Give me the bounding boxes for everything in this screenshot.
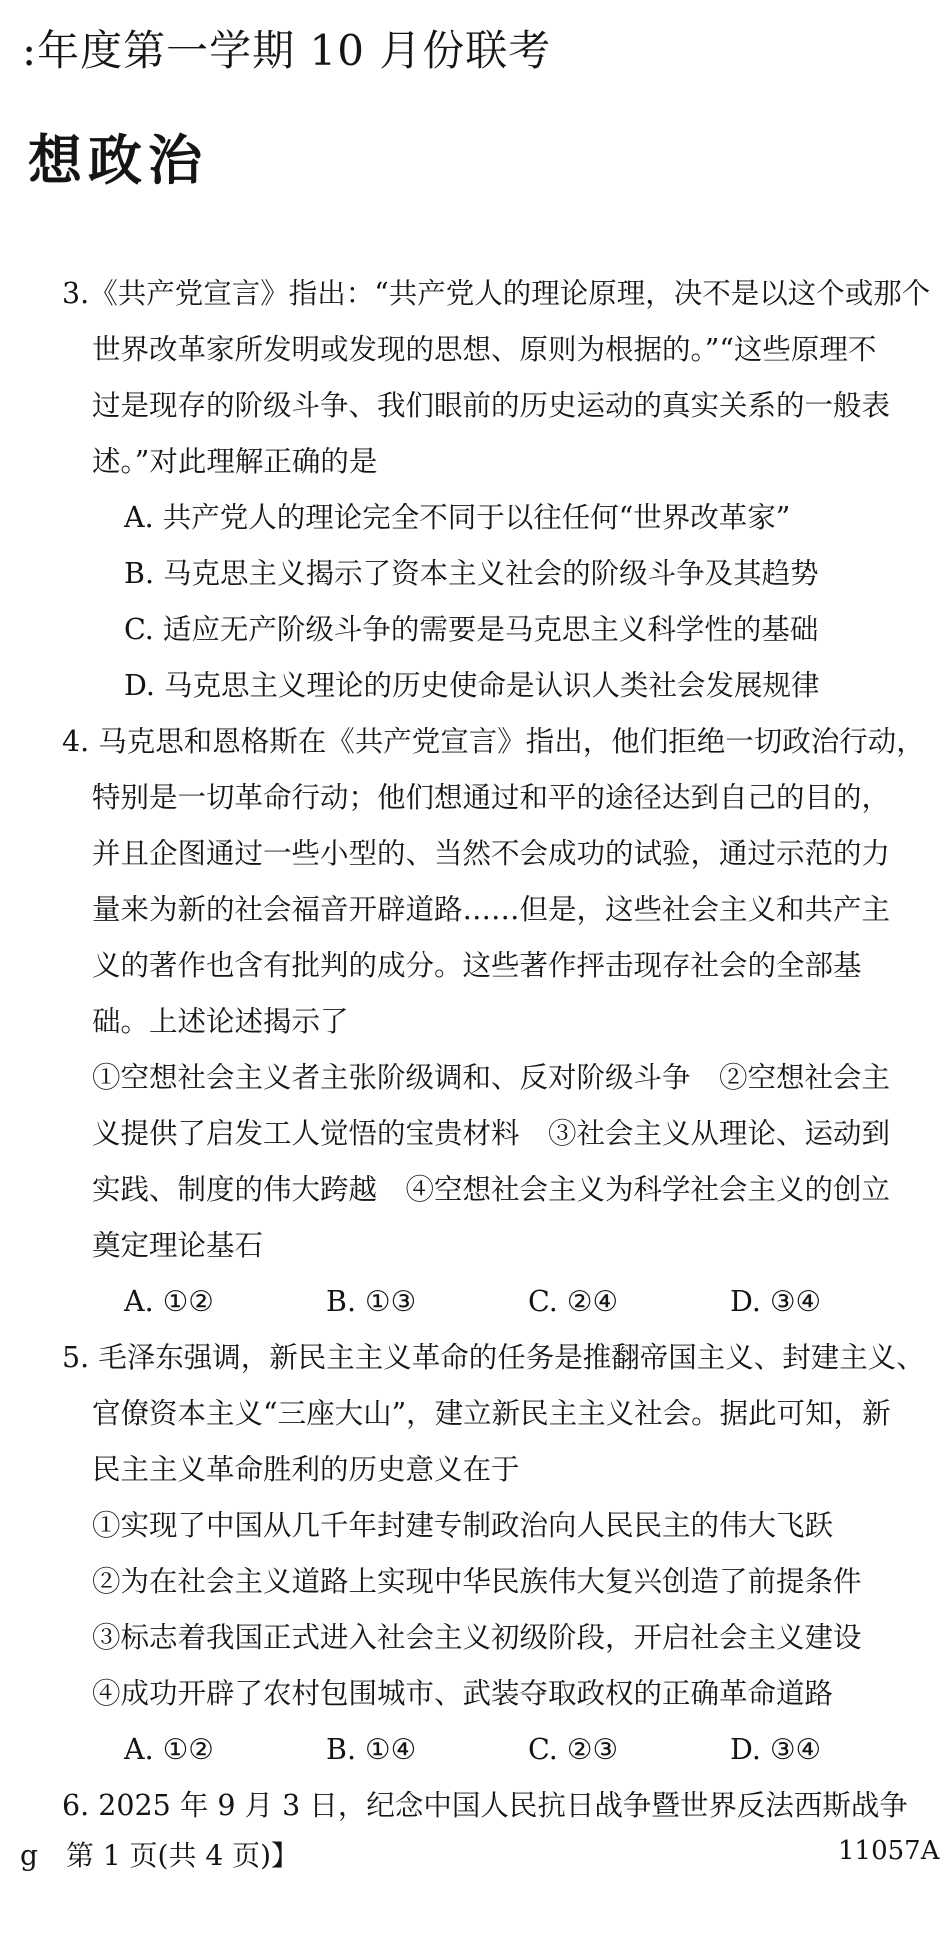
question-4-line-1: 4. 马克思和恩格斯在《共产党宣言》指出，他们拒绝一切政治行动， [62,725,925,758]
question-3-line-4: 述。”对此理解正确的是 [92,445,378,478]
question-4-line-3: 并且企图通过一些小型的、当然不会成功的试验，通过示范的力 [92,837,891,870]
question-4-line-7: ①空想社会主义者主张阶级调和、反对阶级斗争 ②空想社会主 [92,1061,891,1094]
question-4 [62,714,932,1330]
question-3-option-d: D. 马克思主义理论的历史使命是认识人类社会发展规律 [124,669,820,702]
question-5-line-5: ②为在社会主义道路上实现中华民族伟大复兴创造了前提条件 [92,1565,862,1598]
question-5-line-1: 5. 毛泽东强调，新民主主义革命的任务是推翻帝国主义、封建主义、 [62,1341,925,1374]
question-3 [62,266,932,714]
question-5-option-c: C. ②③ [528,1733,619,1766]
question-5-line-3: 民主主义革命胜利的历史意义在于 [92,1453,520,1486]
question-5 [62,1330,932,1778]
question-3-line-2: 世界改革家所发明或发现的思想、原则为根据的。”“这些原理不 [92,333,877,366]
exam-header-title: :年度第一学期 10 月份联考 [22,26,552,75]
question-4-line-4: 量来为新的社会福音开辟道路……但是，这些社会主义和共产主 [92,893,891,926]
question-4-option-d: D. ③④ [730,1285,822,1318]
question-3-line-3: 过是现存的阶级斗争、我们眼前的历史运动的真实关系的一般表 [92,389,891,422]
question-4-line-9: 实践、制度的伟大跨越 ④空想社会主义为科学社会主义的创立 [92,1173,891,1206]
question-4-option-a: A. ①② [124,1285,214,1318]
question-5-option-d: D. ③④ [730,1733,822,1766]
question-4-option-c: C. ②④ [528,1285,619,1318]
question-5-option-a: A. ①② [124,1733,214,1766]
question-4-line-10: 奠定理论基石 [92,1229,264,1262]
exam-subject-title: 想政治 [28,128,208,192]
question-5-line-4: ①实现了中国从几千年封建专制政治向人民民主的伟大飞跃 [92,1509,834,1542]
question-3-option-c: C. 适应无产阶级斗争的需要是马克思主义科学性的基础 [124,613,819,646]
question-4-line-2: 特别是一切革命行动；他们想通过和平的途径达到自己的目的， [92,781,891,814]
exam-code: 11057A [838,1836,940,1866]
question-4-line-8: 义提供了启发工人觉悟的宝贵材料 ③社会主义从理论、运动到 [92,1117,891,1150]
question-6-line-1: 6. 2025 年 9 月 3 日，纪念中国人民抗日战争暨世界反法西斯战争 [62,1789,908,1822]
question-5-line-6: ③标志着我国正式进入社会主义初级阶段，开启社会主义建设 [92,1621,862,1654]
question-3-option-b: B. 马克思主义揭示了资本主义社会的阶级斗争及其趋势 [124,557,819,590]
question-4-option-b: B. ①③ [326,1285,417,1318]
question-5-option-b: B. ①④ [326,1733,417,1766]
question-5-line-7: ④成功开辟了农村包围城市、武装夺取政权的正确革命道路 [92,1677,834,1710]
question-6 [62,1778,932,1834]
question-3-option-a: A. 共产党人的理论完全不同于以往任何“世界改革家” [124,501,791,534]
question-4-options [62,1274,932,1330]
question-3-line-1: 3.《共产党宣言》指出：“共产党人的理论原理，决不是以这个或那个 [62,277,931,310]
question-4-line-5: 义的著作也含有批判的成分。这些著作抨击现存社会的全部基 [92,949,862,982]
question-5-options [62,1722,932,1778]
page-number-footer: g 第 1 页(共 4 页)】 [20,1839,300,1872]
question-5-line-2: 官僚资本主义“三座大山”，建立新民主主义社会。据此可知，新 [92,1397,891,1430]
question-4-line-6: 础。上述论述揭示了 [92,1005,349,1038]
